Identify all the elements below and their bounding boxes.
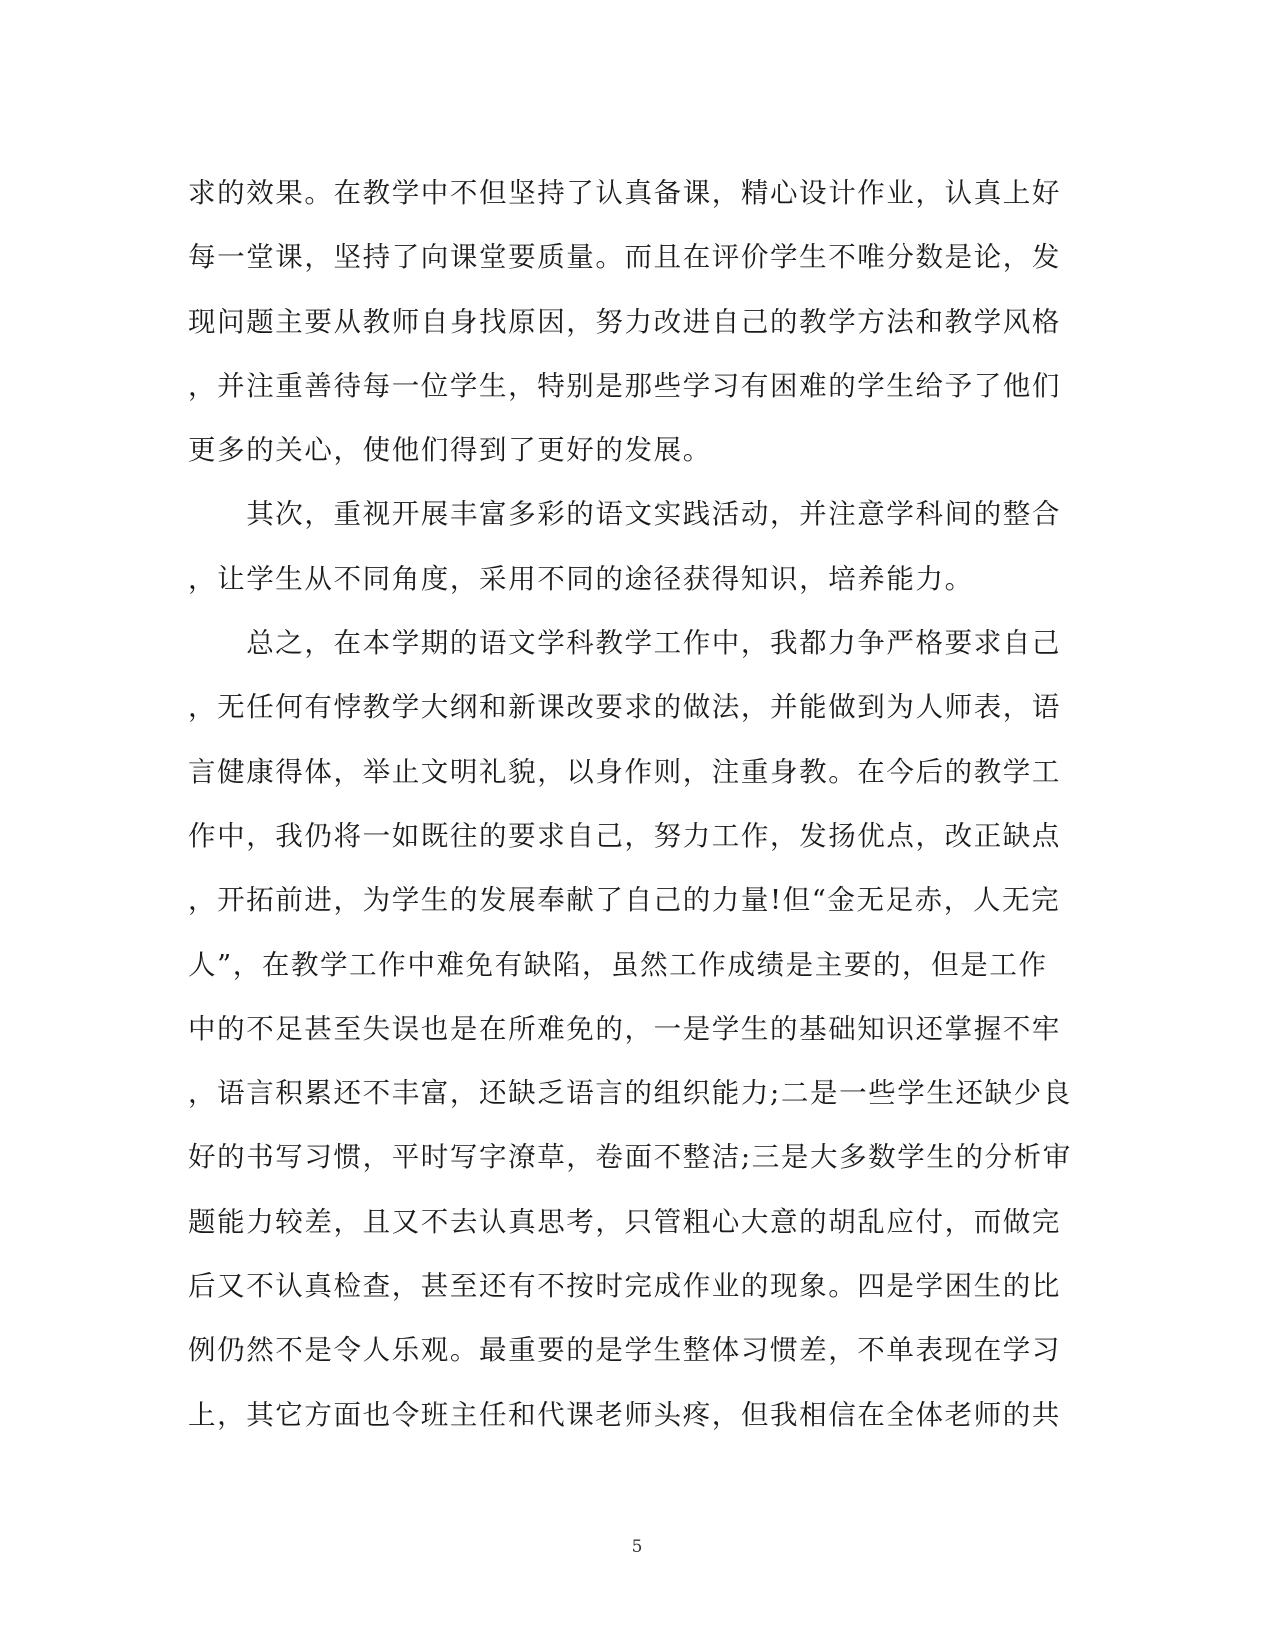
body-text xyxy=(188,161,1088,1447)
text-line: 例仍然不是令人乐观。最重要的是学生整体习惯差，不单表现在学习 xyxy=(188,1334,1061,1367)
text-line: 每一堂课，坚持了向课堂要质量。而且在评价学生不唯分数是论，发 xyxy=(188,241,1061,274)
text-line: ，开拓前进，为学生的发展奉献了自己的力量!但“金无足赤，人无完 xyxy=(188,884,1061,917)
text-line: 其次，重视开展丰富多彩的语文实践活动，并注意学科间的整合 xyxy=(188,498,1061,531)
text-line: 作中，我仍将一如既往的要求自己，努力工作，发扬优点，改正缺点 xyxy=(188,819,1061,852)
text-line: 现问题主要从教师自身找原因，努力改进自己的教学方法和教学风格 xyxy=(188,305,1061,338)
text-line: 后又不认真检查，甚至还有不按时完成作业的现象。四是学困生的比 xyxy=(188,1270,1061,1303)
text-line: 人”，在教学工作中难免有缺陷，虽然工作成绩是主要的，但是工作 xyxy=(188,948,1048,981)
text-line: 总之，在本学期的语文学科教学工作中，我都力争严格要求自己 xyxy=(188,627,1061,660)
text-line: 更多的关心，使他们得到了更好的发展。 xyxy=(188,434,712,467)
text-line: 中的不足甚至失误也是在所难免的，一是学生的基础知识还掌握不牢 xyxy=(188,1012,1061,1045)
text-line: ，语言积累还不丰富，还缺乏语言的组织能力;二是一些学生还缺少良 xyxy=(188,1077,1072,1110)
page-number: 5 xyxy=(631,1537,643,1557)
text-line: 题能力较差，且又不去认真思考，只管粗心大意的胡乱应付，而做完 xyxy=(188,1205,1061,1238)
text-line: ，让学生从不同角度，采用不同的途径获得知识，培养能力。 xyxy=(188,562,974,595)
text-line: 言健康得体，举止文明礼貌，以身作则，注重身教。在今后的教学工 xyxy=(188,755,1061,788)
text-line: ，并注重善待每一位学生，特别是那些学习有困难的学生给予了他们 xyxy=(188,369,1061,402)
text-line: 上，其它方面也令班主任和代课老师头疼，但我相信在全体老师的共 xyxy=(188,1398,1061,1431)
text-line: 好的书写习惯，平时写字潦草，卷面不整洁;三是大多数学生的分析审 xyxy=(188,1141,1072,1174)
text-line: 求的效果。在教学中不但坚持了认真备课，精心设计作业，认真上好 xyxy=(188,177,1061,209)
text-line: ，无任何有悖教学大纲和新课改要求的做法，并能做到为人师表，语 xyxy=(188,691,1061,724)
